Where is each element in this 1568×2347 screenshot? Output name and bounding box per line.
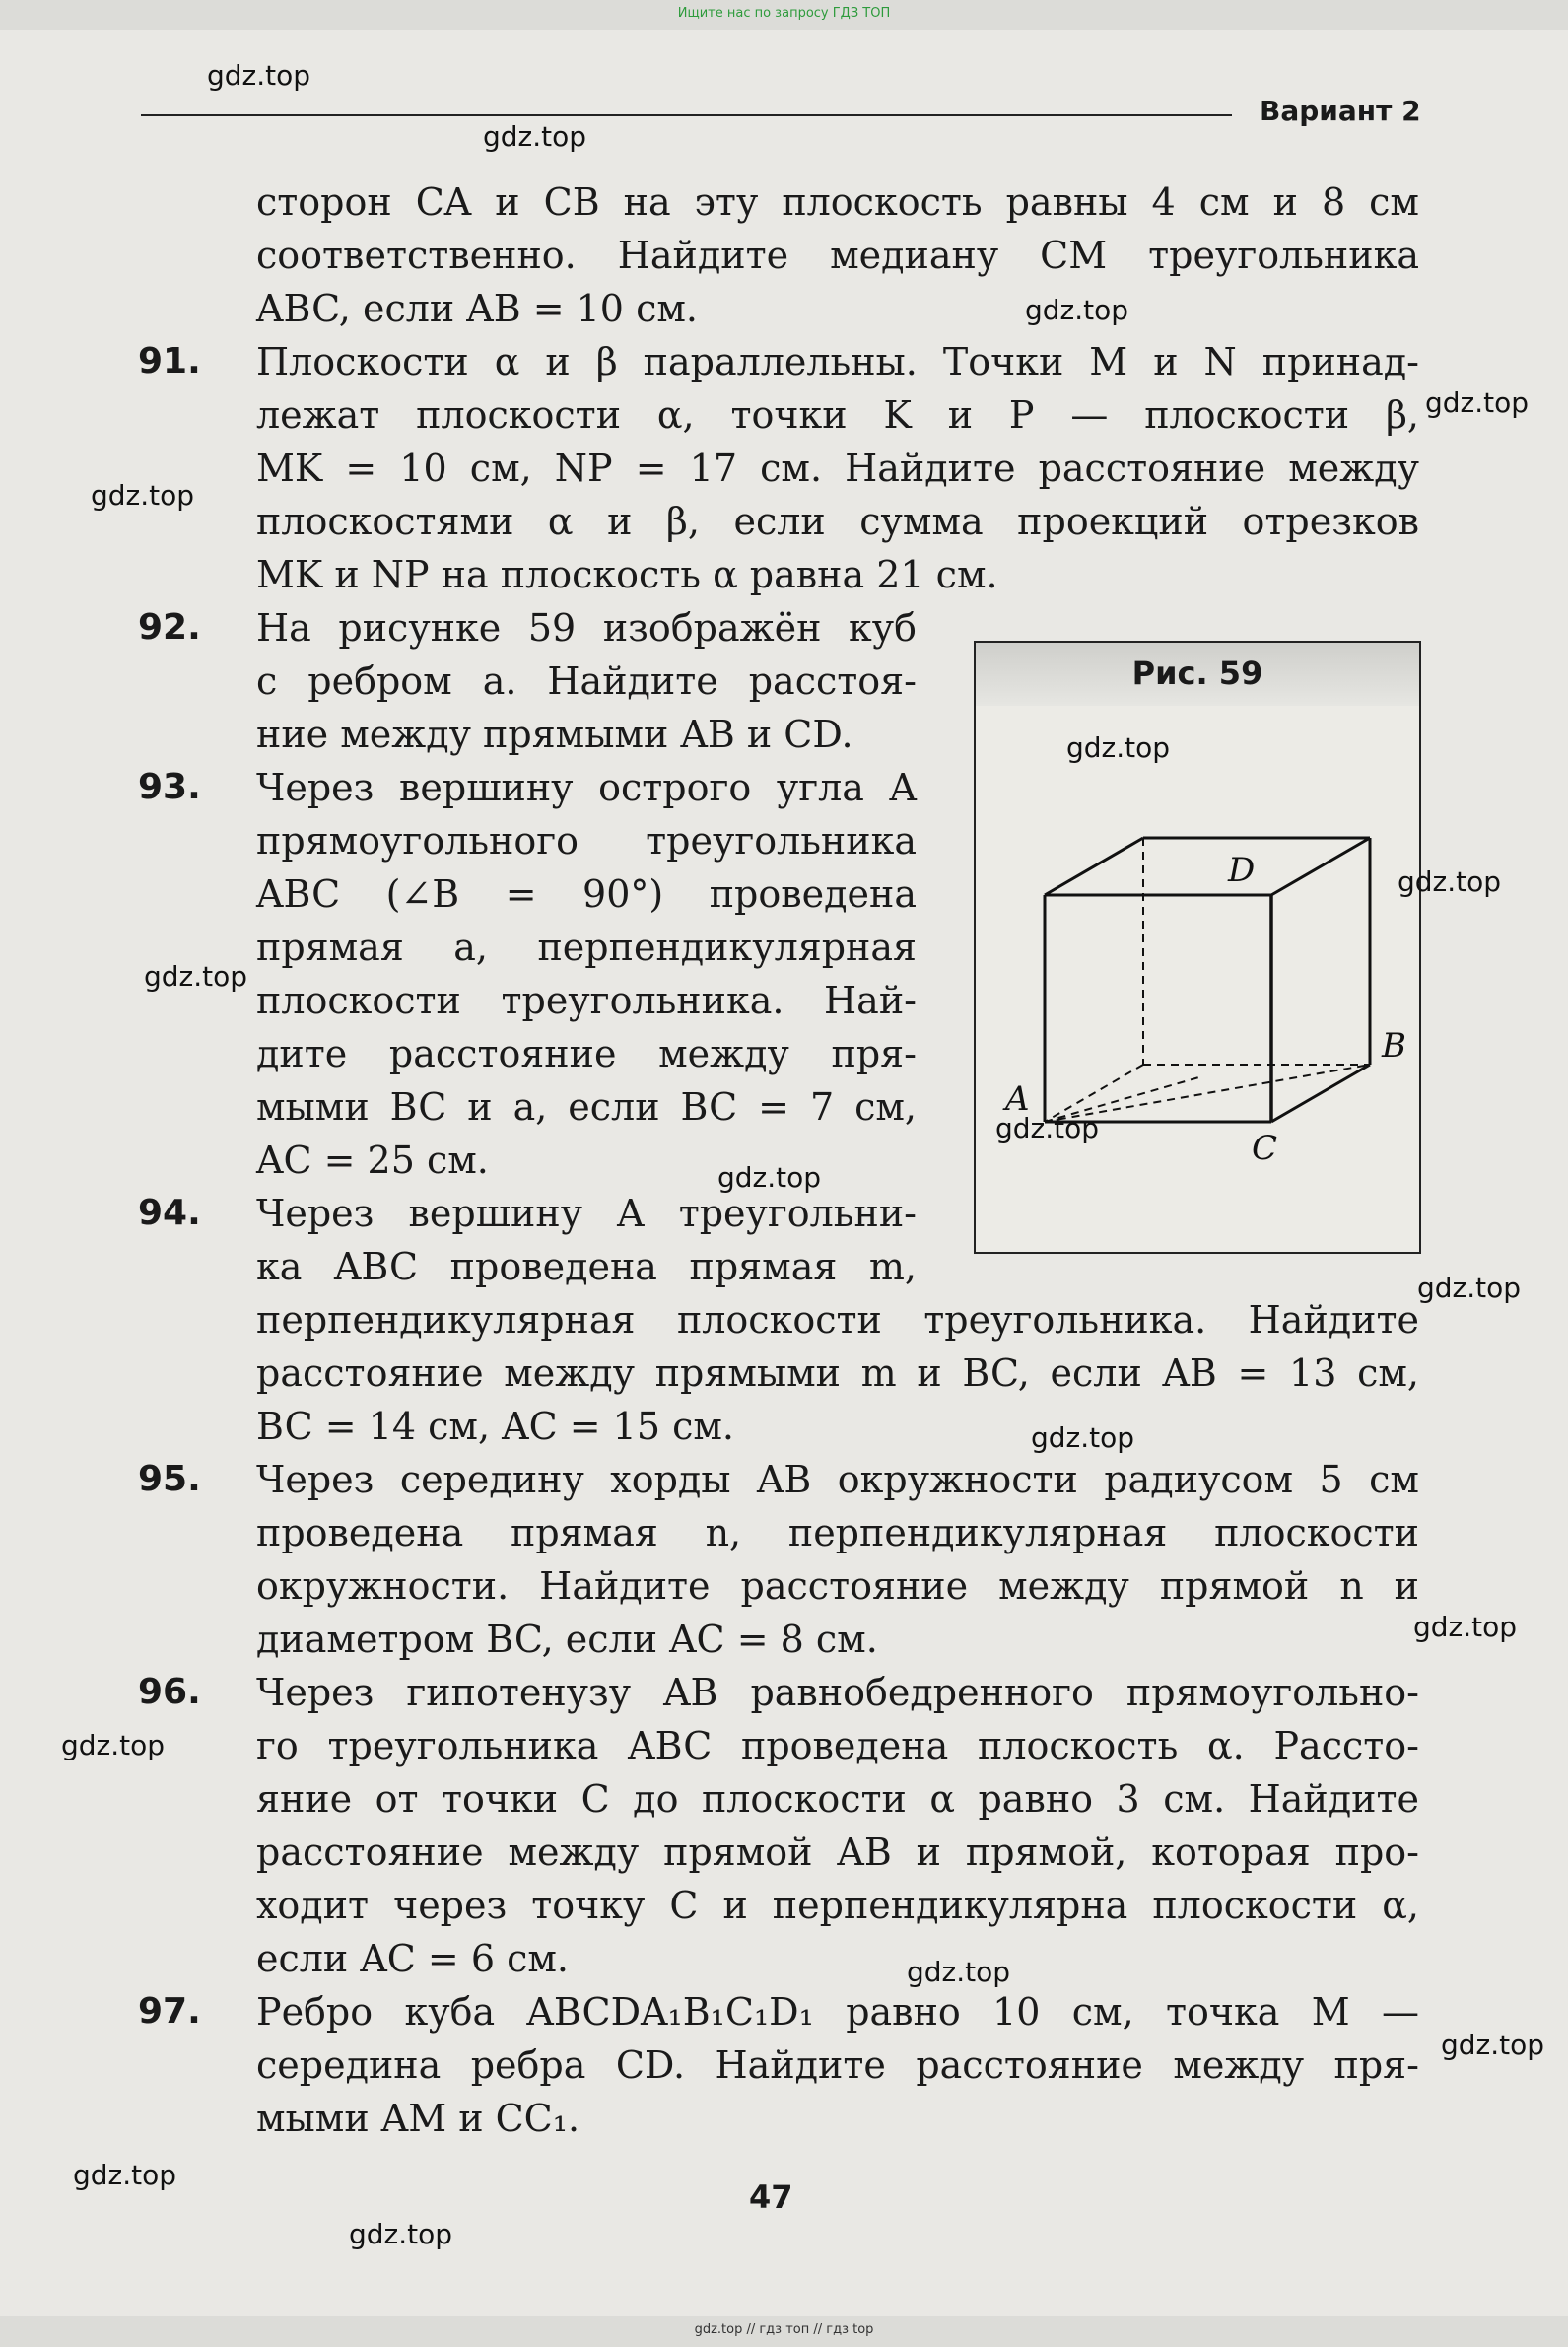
text-line: ABC, если AB = 10 см. [256, 287, 698, 330]
figure-title: Рис. 59 [1131, 655, 1263, 692]
text-line: расстояние между прямой AB и прямой, которая про- [256, 1830, 1419, 1874]
page-number: 47 [749, 2178, 793, 2216]
problem-number: 91. [138, 341, 201, 381]
text-line: Через вершину A треугольни- [256, 1192, 917, 1235]
text-line: прямоугольного треугольника [256, 819, 917, 863]
label-d: D [1228, 851, 1256, 890]
top-banner[interactable]: Ищите нас по запросу ГДЗ ТОП [677, 6, 891, 21]
watermark: gdz.top [1025, 294, 1129, 326]
watermark: gdz.top [1398, 865, 1502, 898]
text-line: перпендикулярная плоскости треугольника. Найдите [256, 1298, 1419, 1342]
text-line: ходит через точку C и перпендикулярна плоскости α, [256, 1884, 1419, 1927]
watermark: gdz.top [1413, 1611, 1518, 1643]
text-line: середина ребра CD. Найдите расстояние между пря- [256, 2043, 1419, 2087]
cube-edge [1045, 838, 1143, 895]
problem-number: 94. [138, 1193, 201, 1233]
watermark: gdz.top [73, 2159, 177, 2191]
text-line: ние между прямыми AB и CD. [256, 713, 853, 756]
watermark: gdz.top [1425, 386, 1530, 419]
text-line: Ребро куба ABCDA₁B₁C₁D₁ равно 10 см, точка M — [256, 1990, 1419, 2034]
figure-59 [974, 641, 1421, 1254]
text-line: MK = 10 см, NP = 17 см. Найдите расстояние между [256, 447, 1419, 490]
problem-number: 95. [138, 1459, 201, 1499]
text-line: Плоскости α и β параллельны. Точки M и N принад- [256, 340, 1419, 383]
watermark: gdz.top [1031, 1421, 1135, 1454]
text-line: плоскости треугольника. Най- [256, 979, 917, 1022]
text-line: ка ABC проведена прямая m, [256, 1245, 917, 1288]
text-line: соответственно. Найдите медиану CM треугольника [256, 234, 1419, 277]
variant-heading: Вариант 2 [1260, 95, 1421, 127]
label-c: C [1252, 1129, 1278, 1168]
watermark: gdz.top [91, 479, 195, 512]
watermark: gdz.top [1066, 731, 1171, 764]
bottom-banner[interactable]: gdz.top // гдз топ // гдз top [694, 2322, 874, 2337]
text-line: прямая a, перпендикулярная [256, 926, 917, 969]
label-a: A [1005, 1079, 1030, 1119]
watermark: gdz.top [207, 59, 311, 92]
text-line: MK и NP на плоскость α равна 21 см. [256, 553, 998, 596]
watermark: gdz.top [1441, 2029, 1545, 2061]
problem-number: 97. [138, 1991, 201, 2032]
header-rule [141, 114, 1232, 116]
text-line: окружности. Найдите расстояние между прямой n и [256, 1564, 1419, 1608]
text-line: плоскостями α и β, если сумма проекций отрезков [256, 500, 1419, 543]
watermark: gdz.top [995, 1112, 1100, 1144]
cube-edge [1271, 838, 1370, 895]
watermark: gdz.top [61, 1729, 166, 1761]
text-line: мыми BC и a, если BC = 7 см, [256, 1085, 917, 1129]
text-line: диаметром BC, если AC = 8 см. [256, 1618, 878, 1661]
watermark: gdz.top [483, 120, 587, 153]
watermark: gdz.top [717, 1161, 822, 1194]
cube-diagram [976, 643, 1419, 1252]
text-line: BC = 14 см, AC = 15 см. [256, 1405, 735, 1448]
text-line: Через вершину острого угла A [256, 766, 917, 809]
text-line: дите расстояние между пря- [256, 1032, 917, 1075]
watermark: gdz.top [907, 1956, 1011, 1988]
text-line: го треугольника ABC проведена плоскость α. Рассто- [256, 1724, 1419, 1767]
text-line: Через гипотенузу AB равнобедренного прямоугольно- [256, 1671, 1419, 1714]
text-line: AC = 25 см. [256, 1139, 489, 1182]
text-line: ABC (∠B = 90°) проведена [256, 872, 917, 916]
text-line: мыми AM и CC₁. [256, 2097, 580, 2140]
problem-number: 93. [138, 767, 201, 807]
text-line: сторон CA и CB на эту плоскость равны 4 см и 8 см [256, 180, 1419, 224]
watermark: gdz.top [144, 960, 248, 993]
text-line: На рисунке 59 изображён куб [256, 606, 917, 650]
watermark: gdz.top [1417, 1272, 1522, 1304]
problem-number: 92. [138, 607, 201, 648]
text-line: Через середину хорды AB окружности радиусом 5 см [256, 1458, 1419, 1501]
problem-number: 96. [138, 1672, 201, 1712]
text-line: яние от точки C до плоскости α равно 3 см. Найдите [256, 1777, 1419, 1821]
label-b: B [1382, 1026, 1406, 1066]
text-line: с ребром a. Найдите расстоя- [256, 659, 917, 703]
text-line: проведена прямая n, перпендикулярная плоскости [256, 1511, 1419, 1554]
watermark: gdz.top [349, 2218, 453, 2250]
text-line: лежат плоскости α, точки K и P — плоскости β, [256, 393, 1419, 437]
text-line: если AC = 6 см. [256, 1937, 570, 1980]
text-line: расстояние между прямыми m и BC, если AB = 13 см, [256, 1351, 1419, 1395]
